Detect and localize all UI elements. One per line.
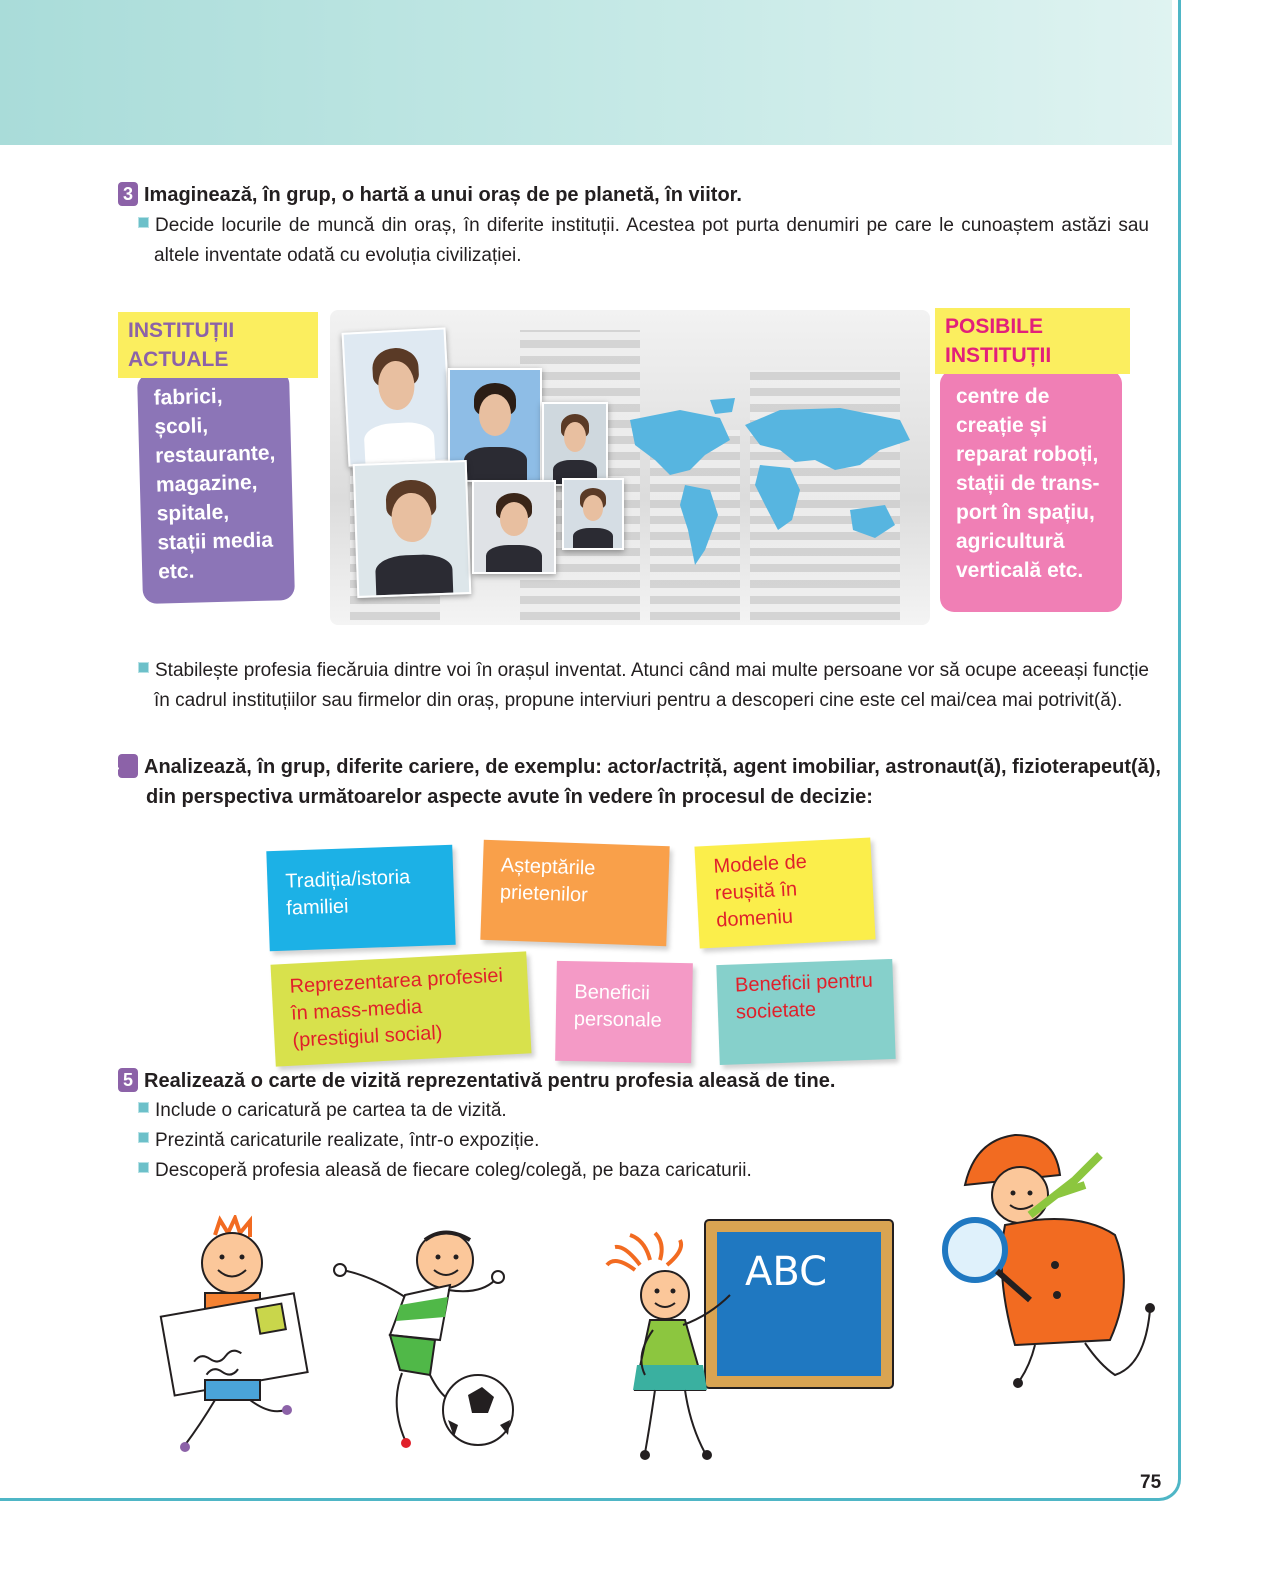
task-5-bullet-1: [138, 1096, 507, 1126]
page-number: 75: [1140, 1472, 1162, 1493]
current-institutions-list: [153, 380, 278, 586]
detective-kid-illustration: [935, 1125, 1160, 1400]
bullet-text: Descoperă profesia aleasă de fiecare coleg/colegă, pe baza caricaturii.: [155, 1160, 752, 1181]
smiling-woman-photo: [562, 478, 624, 550]
list-item: verticală etc.: [956, 559, 1084, 582]
task-3-title-text: Imaginează, în grup, o hartă a unui oraș de pe planetă, în viitor.: [144, 184, 742, 206]
bullet-text: Stabilește profesia fiecăruia dintre voi în orașul inventat. Atunci când mai multe persoane vor să ocupe aceeași funcție în cadrul instituțiilor sau firmelor din oraș, propune interviuri pentru a descoperi cine este cel mai/cea mai potrivit(ă).: [154, 660, 1149, 711]
bullet-text: Prezintă caricaturile realizate, într-o expoziție.: [155, 1130, 540, 1151]
task-number: 5: [118, 1068, 138, 1092]
task-3-bullet-1: [138, 211, 1149, 271]
list-item: magazine,: [155, 470, 258, 497]
bullet-text: Decide locurile de muncă din oraș, în diferite instituții. Acestea pot purta denumiri pe care le cunoaștem astăzi sau altele inventate odată cu evoluția civilizației.: [154, 215, 1149, 266]
task-number: 3: [118, 182, 138, 206]
task-4-title: [108, 752, 1161, 812]
task-3-bullet-2: [138, 656, 1149, 716]
possible-institutions-box: [940, 370, 1122, 612]
note-personal-benefits: [555, 961, 693, 1063]
task-5-title-text: Realizează o carte de vizită reprezentativă pentru profesia aleasă de tine.: [144, 1070, 836, 1092]
doctor-photo: [342, 327, 453, 466]
heading-line: INSTITUȚII: [128, 319, 235, 342]
list-item: creație și: [956, 414, 1048, 437]
girl-with-chalkboard-illustration: [595, 1215, 900, 1465]
note-text: Beneficii pentru societate: [734, 969, 874, 1024]
bullet-square-icon: [138, 1162, 149, 1173]
list-item: spitale,: [156, 500, 230, 526]
future-city-image: [330, 310, 930, 625]
world-map-icon: [610, 390, 920, 570]
heading-line: ACTUALE: [128, 348, 229, 371]
task-5-title: [118, 1066, 1138, 1096]
list-item: centre de: [956, 385, 1050, 408]
bullet-square-icon: [138, 1102, 149, 1113]
task-5-bullet-2: [138, 1126, 539, 1156]
list-item: școli,: [154, 414, 209, 439]
bullet-square-icon: [138, 662, 149, 673]
note-society-benefits: [716, 959, 895, 1065]
possible-institutions-heading: [935, 308, 1130, 374]
worried-woman-photo: [472, 480, 556, 574]
note-text: Așteptările prietenilor: [499, 854, 596, 907]
list-item: fabrici,: [153, 384, 223, 410]
list-item: port în spațiu,: [956, 501, 1095, 524]
bullet-text: Include o caricatură pe cartea ta de vizită.: [155, 1100, 507, 1121]
possible-institutions-list: [956, 382, 1106, 585]
note-text: Modele de reușită în domeniu: [712, 850, 808, 932]
bullet-square-icon: [138, 1132, 149, 1143]
list-item: stații media: [157, 528, 274, 555]
kid-with-letter-illustration: [150, 1215, 320, 1460]
task-number: 4: [118, 754, 138, 778]
chalkboard-text: ABC: [745, 1249, 828, 1295]
note-text: Tradiția/istoria familiei: [284, 866, 411, 920]
note-family-tradition: [266, 845, 455, 951]
list-item: agricultură: [956, 530, 1065, 553]
heading-line: INSTITUȚII: [945, 344, 1052, 367]
bullet-square-icon: [138, 217, 149, 228]
heading-line: POSIBILE: [945, 315, 1044, 338]
list-item: stații de trans-: [956, 472, 1100, 495]
note-success-models: [694, 837, 875, 948]
note-text: Beneficii personale: [573, 981, 662, 1032]
soccer-kid-illustration: [330, 1225, 520, 1460]
note-friends-expectations: [480, 840, 669, 946]
task-4-title-text: Analizează, în grup, diferite cariere, de exemplu: actor/actriță, agent imobiliar, astronaut(ă), fizioterapeut(ă), din perspectiva următoarelor aspecte avute în vedere în procesul de decizie:: [144, 756, 1161, 808]
list-item: etc.: [157, 559, 195, 584]
list-item: reparat roboți,: [956, 443, 1099, 466]
woman-photo: [542, 402, 608, 486]
current-institutions-heading: [118, 312, 318, 378]
current-institutions-box: [137, 370, 295, 604]
thinking-woman-photo: [353, 460, 472, 598]
task-5-bullet-3: [138, 1156, 752, 1186]
task-3-title: [118, 180, 1138, 210]
note-text: Reprezentarea profesiei în mass-media (prestigiul social): [289, 964, 504, 1052]
list-item: restaurante,: [154, 441, 276, 468]
note-media-representation: [271, 951, 532, 1066]
